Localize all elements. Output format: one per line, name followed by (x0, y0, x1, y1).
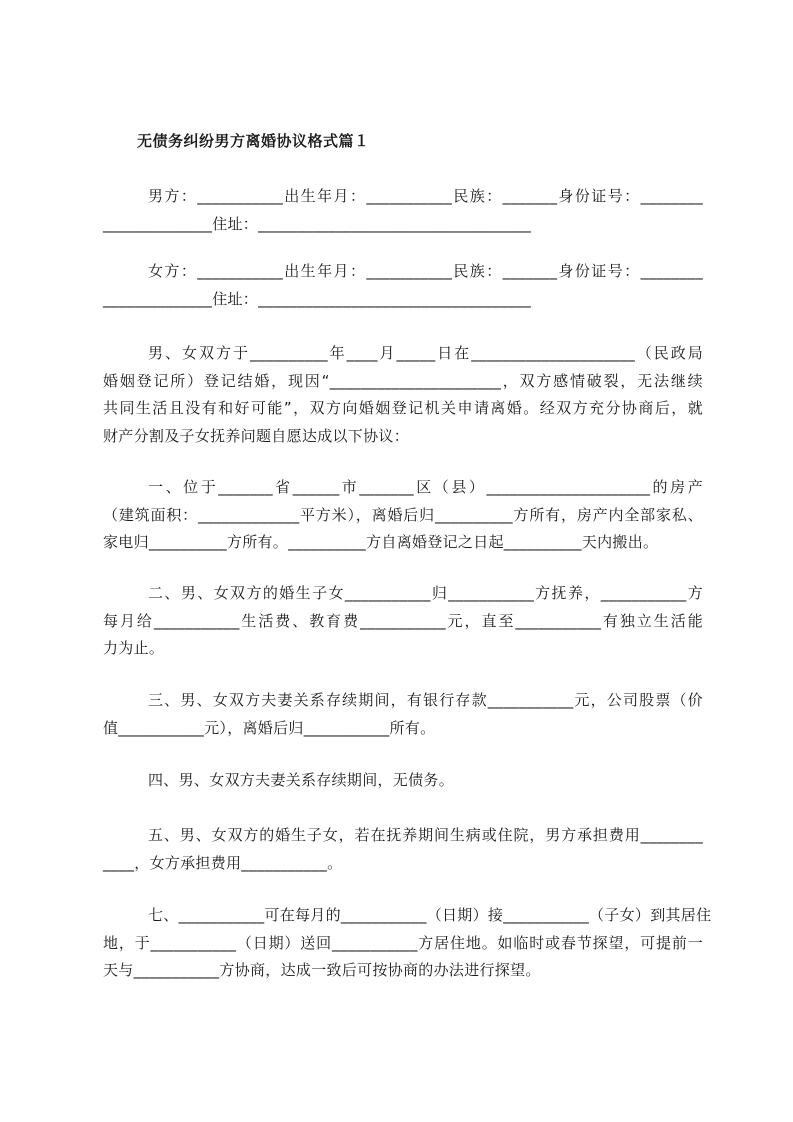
paragraph-line: 五、男、女双方的婚生子女，若在抚养期间生病或住院，男方承担费用________ (148, 826, 703, 844)
paragraph-line: ______________住址：___________________________________ (103, 214, 532, 233)
paragraph-line: 三、男、女双方夫妻关系存续期间，有银行存款___________元，公司股票（价 (148, 691, 703, 709)
paragraph-line: 力为止。 (103, 639, 165, 657)
paragraph-intro (103, 340, 703, 450)
paragraph-clause-2 (103, 580, 703, 663)
document-title: 无债务纠纷男方离婚协议格式篇１ (137, 132, 370, 150)
paragraph-line: 男方：___________出生年月：___________民族：_______身份证号：________ (148, 187, 703, 205)
paragraph-line: 天与___________方协商，达成一致后可按协商的办法进行探望。 (103, 961, 541, 979)
paragraph-clause-5 (103, 822, 703, 877)
paragraph-line: 四、男、女双方夫妻关系存续期间，无债务。 (148, 771, 455, 789)
paragraph-line: ____，女方承担费用___________。 (103, 853, 343, 872)
paragraph-line: 每月给___________生活费、教育费___________元，直至___________有独立生活能 (103, 611, 703, 630)
paragraph-line: 家电归__________方所有。__________方自离婚登记之日起__________天内搬出。 (103, 533, 659, 551)
paragraph-clause-3 (103, 687, 703, 742)
paragraph-line: 婚姻登记所）登记结婚，现因“______________________，双方感情破裂，无法继续 (103, 371, 703, 390)
paragraph-line: 共同生活且没有和好可能”，双方向婚姻登记机关申请离婚。经双方充分协商后，就 (103, 399, 703, 417)
paragraph-clause-7 (103, 902, 712, 985)
paragraph-line: 值___________元），离婚后归___________所有。 (103, 718, 436, 737)
paragraph-clause-1 (103, 474, 703, 557)
paragraph-male-info (103, 183, 703, 238)
paragraph-line: 七、___________可在每月的___________（日期）接___________（子女）到其居住 (148, 906, 712, 924)
paragraph-line: 一、位于_______省______市_______区（县）_____________________的房产 (148, 478, 703, 496)
paragraph-line: （建筑面积：_____________平方米），离婚后归__________方所有，房产内全部家私、 (103, 505, 703, 524)
paragraph-line: 地，于___________（日期）送回___________方居住地。如临时或春节探望，可提前一 (103, 933, 703, 952)
paragraph-line: 男、女双方于__________年____月_____日在_____________________（民政局 (148, 344, 703, 362)
paragraph-line: 二、男、女双方的婚生子女___________归___________方抚养，___________方 (148, 584, 703, 602)
paragraph-female-info (103, 258, 703, 313)
paragraph-clause-4 (103, 767, 703, 795)
paragraph-line: 财产分割及子女抚养问题自愿达成以下协议： (103, 426, 410, 445)
paragraph-line: 女方：___________出生年月：___________民族：_______身份证号：________ (148, 262, 703, 280)
paragraph-line: ______________住址：___________________________________ (103, 289, 532, 308)
